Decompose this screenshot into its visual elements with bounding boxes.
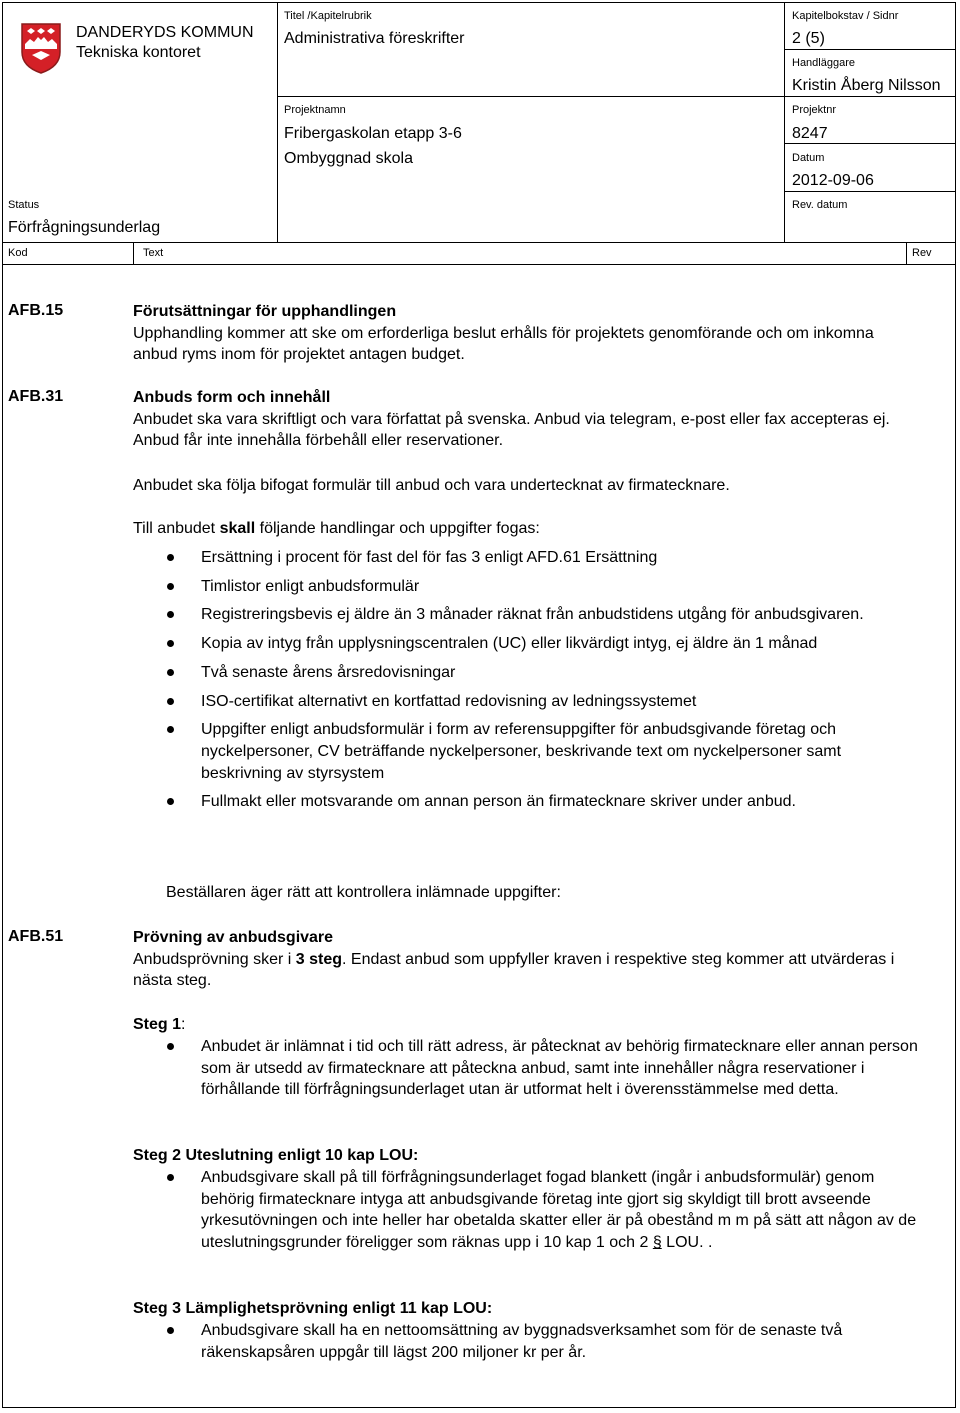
header-hline-4 bbox=[784, 191, 956, 192]
header-vline-2 bbox=[784, 2, 785, 242]
step-2-list bbox=[133, 1167, 923, 1254]
project-number: 8247 bbox=[792, 125, 828, 142]
title-label: Titel /Kapitelrubrik bbox=[284, 10, 372, 22]
page-number: 2 (5) bbox=[792, 30, 825, 47]
list-item: Timlistor enligt anbudsformulär bbox=[133, 576, 923, 598]
section-code-afb15: AFB.15 bbox=[8, 302, 64, 319]
section-text: Upphandling kommer att ske om erforderliga beslut erhålls för projektets genomförande och om inkomna anbud ryms inom för projektet antagen budget. bbox=[133, 324, 874, 364]
step-heading: Steg 2 Uteslutning enligt 10 kap LOU: bbox=[133, 1147, 419, 1164]
project-name-line-1: Fribergaskolan etapp 3-6 bbox=[284, 125, 462, 142]
step-heading: Steg 3 Lämplighetsprövning enligt 11 kap LOU: bbox=[133, 1300, 493, 1317]
organization-name: DANDERYDS KOMMUN bbox=[76, 24, 254, 41]
attachments-intro bbox=[133, 518, 913, 540]
list-item: Registreringsbevis ej äldre än 3 månader räknat från anbudstidens utgång för anbudsgivaren. bbox=[133, 604, 923, 626]
item-text-end: LOU. . bbox=[661, 1234, 713, 1252]
date-value: 2012-09-06 bbox=[792, 172, 874, 189]
section-text: Anbudet ska följa bifogat formulär till anbud och vara undertecknat av firmatecknare. bbox=[133, 477, 730, 494]
section-text: Anbudet ska vara skriftligt och vara författat på svenska. Anbud via telegram, e-post eller fax accepteras ej. Anbud får inte innehålla förbehåll eller reservationer. bbox=[133, 410, 890, 450]
intro-text-bold: skall bbox=[219, 520, 256, 537]
step-3-heading bbox=[133, 1298, 913, 1320]
list-item bbox=[133, 1167, 923, 1254]
list-item: Uppgifter enligt anbudsformulär i form av referensuppgifter för anbudsgivande företag och nyckelpersoner, CV beträffande nyckelpersoner, beskrivande text om nyckelpersoner samt beskrivning av styrsystem bbox=[133, 719, 923, 784]
intro-text-end: följande handlingar och uppgifter fogas: bbox=[255, 520, 540, 537]
danderyd-coat-of-arms-icon bbox=[20, 22, 62, 74]
list-item: Två senaste årens årsredovisningar bbox=[133, 662, 923, 684]
step-colon: : bbox=[181, 1016, 186, 1033]
header-hline-5 bbox=[2, 242, 956, 243]
text-start: Anbudsprövning sker i bbox=[133, 950, 296, 968]
page-label: Kapitelbokstav / Sidnr bbox=[792, 10, 899, 22]
list-item: Kopia av intyg från upplysningscentralen (UC) eller likvärdigt intyg, ej äldre än 1 månad bbox=[133, 633, 923, 655]
column-header-hline bbox=[2, 264, 956, 265]
handler-name: Kristin Åberg Nilsson bbox=[792, 77, 941, 94]
step-heading bbox=[133, 1014, 913, 1036]
list-item: Anbudet är inlämnat i tid och till rätt adress, är påtecknat av behörig firmatecknare eller annan person som är utsedd av firmatecknare att påteckna anbud, samt inte innehåller några reservationer i förhållande till förfrågningsunderlaget utan är utformat helt i överensstämmelse med detta. bbox=[133, 1036, 923, 1101]
document-title: Administrativa föreskrifter bbox=[284, 30, 465, 47]
intro-text-start: Till anbudet bbox=[133, 520, 220, 537]
section-text bbox=[133, 949, 913, 992]
status-label: Status bbox=[8, 199, 40, 211]
item-text-start: Anbudsgivare skall på till förfrågningsunderlaget fogad blankett (ingår i anbudsformulär) genom behörig firmatecknare intyga att anbudsgivande företag inte gjort sig skyldigt till brott avseende yrkesutövningen och inte heller har obetalda skatter eller är på obestånd m m på sätt att någon av de uteslutningsgrunder föreligger som räknas upp i 10 kap 1 och 2 bbox=[201, 1169, 917, 1252]
project-name-label: Projektnamn bbox=[284, 104, 346, 116]
department-name: Tekniska kontoret bbox=[76, 44, 201, 61]
step-2-heading bbox=[133, 1145, 913, 1167]
date-label: Datum bbox=[792, 152, 825, 164]
signature-requirement bbox=[133, 475, 913, 497]
section-heading: Anbuds form och innehåll bbox=[133, 389, 331, 406]
list-item: Fullmakt eller motsvarande om annan person än firmatecknare skriver under anbud. bbox=[133, 791, 923, 813]
column-header-vline-1 bbox=[133, 242, 134, 264]
section-afb15 bbox=[133, 301, 913, 366]
header-vline-1 bbox=[277, 2, 278, 242]
section-sign: § bbox=[652, 1234, 662, 1252]
column-header-vline-2 bbox=[906, 242, 907, 264]
header-hline-3 bbox=[784, 143, 956, 144]
section-heading: Prövning av anbudsgivare bbox=[133, 929, 334, 946]
project-name-line-2: Ombyggnad skola bbox=[284, 150, 413, 167]
list-item: Ersättning i procent för fast del för fas 3 enligt AFD.61 Ersättning bbox=[133, 547, 923, 569]
step-3-list bbox=[133, 1320, 923, 1363]
section-code-afb31: AFB.31 bbox=[8, 388, 64, 405]
section-heading: Förutsättningar för upphandlingen bbox=[133, 303, 397, 320]
step-1-heading bbox=[133, 1014, 913, 1036]
project-number-label: Projektnr bbox=[792, 104, 837, 116]
verification-note: Beställaren äger rätt att kontrollera inlämnade uppgifter: bbox=[166, 884, 561, 901]
section-code-afb51: AFB.51 bbox=[8, 928, 64, 945]
column-header-text: Text bbox=[143, 247, 164, 259]
list-item: Anbudsgivare skall ha en nettoomsättning av byggnadsverksamhet som för de senaste två räkenskapsåren uppgår till lägst 200 miljoner kr per år. bbox=[133, 1320, 923, 1363]
text-end: . Endast anbud som uppfyller kraven i respektive steg kommer att utvärderas i nästa steg. bbox=[133, 950, 895, 990]
step-1-list bbox=[133, 1036, 923, 1101]
handler-label: Handläggare bbox=[792, 57, 855, 69]
column-header-kod: Kod bbox=[8, 247, 28, 259]
revision-date-label: Rev. datum bbox=[792, 199, 848, 211]
step-label: Steg 1 bbox=[133, 1016, 182, 1033]
section-afb51 bbox=[133, 927, 913, 992]
header-hline-1 bbox=[784, 49, 956, 50]
text-bold: 3 steg bbox=[295, 950, 343, 968]
header-hline-2 bbox=[277, 96, 956, 97]
attachments-list bbox=[133, 547, 923, 813]
section-text bbox=[133, 518, 913, 540]
column-header-rev: Rev bbox=[912, 247, 932, 259]
section-afb31 bbox=[133, 387, 913, 452]
list-item: ISO-certifikat alternativt en kortfattad redovisning av ledningssystemet bbox=[133, 691, 923, 713]
status-value: Förfrågningsunderlag bbox=[8, 219, 161, 236]
